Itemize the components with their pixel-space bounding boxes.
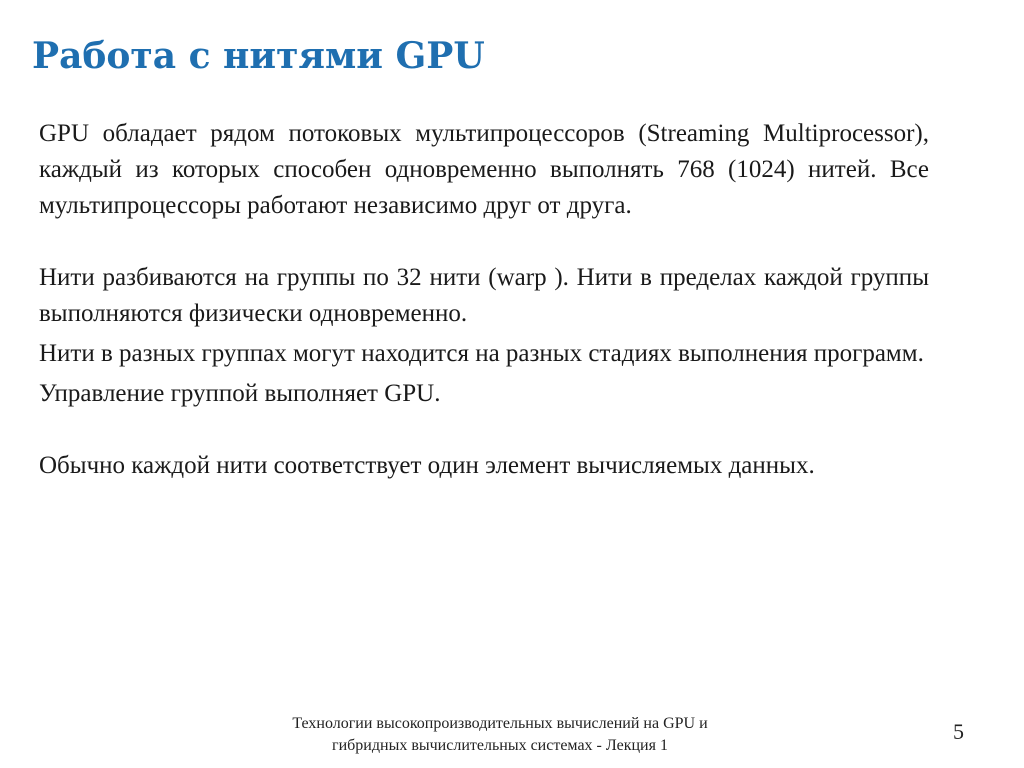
paragraph-group-control: Управление группой выполняет GPU. <box>39 380 441 407</box>
slide-body <box>39 116 929 484</box>
footer-line-1: Технологии высокопроизводительных вычислений на GPU и <box>292 715 708 732</box>
slide-title: Работа с нитями GPU <box>32 35 485 77</box>
slide-footer <box>200 713 800 757</box>
paragraph-different-stages: Нити в разных группах могут находится на разных стадиях выполнения программ. <box>39 340 924 367</box>
paragraph-gpu-multiprocessors: GPU обладает рядом потоковых мультипроцессоров (Streaming Multiprocessor), каждый из которых способен одновременно выполнять 768 (1024) нитей. Все мультипроцессоры работают независимо друг от друга. <box>39 120 929 219</box>
footer-line-2: гибридных вычислительных системах - Лекция 1 <box>332 737 668 754</box>
paragraph-warp-groups: Нити разбиваются на группы по 32 нити (warp ). Нити в пределах каждой группы выполняются физически одновременно. <box>39 264 929 327</box>
page-number: 5 <box>953 719 964 744</box>
paragraph-thread-data-element: Обычно каждой нити соответствует один элемент вычисляемых данных. <box>39 452 815 479</box>
